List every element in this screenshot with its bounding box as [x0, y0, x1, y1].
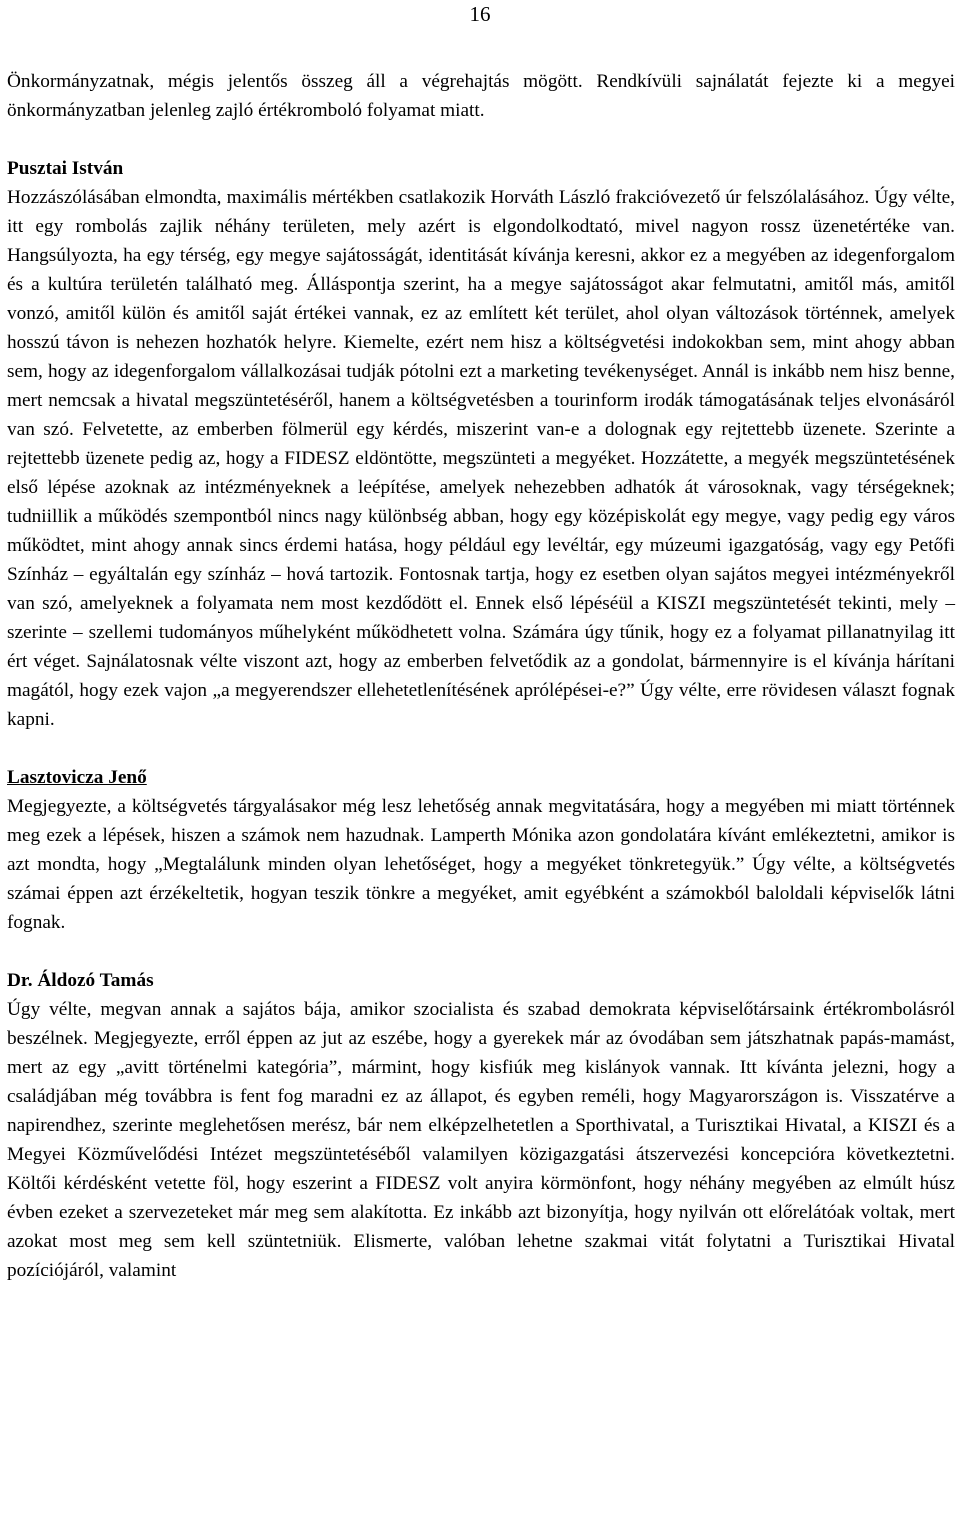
paragraph-spacer: [7, 937, 955, 966]
paragraph-spacer: [7, 125, 955, 154]
speech-paragraph-pusztai: Hozzászólásában elmondta, maximális mértékben csatlakozik Horváth László frakcióvezető úr felszólalásához. Úgy vélte, itt egy rombolás zajlik néhány területen, mely azért is elgondolkodtató, mivel nagyon rossz üzenetértéke van. Hangsúlyozta, ha egy térség, egy megye sajátosságát, identitását kívánja keresni, akkor ez a megyében az idegenforgalom és a kultúra területén található meg. Álláspontja szerint, ha a megye sajátosságot akar felmutatni, amitől más, amitől vonzó, amitől külön és amitől saját értékei vannak, ez az említett két terület, ahol olyan változások történnek, amelyek hosszú távon is nehezen hozhatók helyre. Kiemelte, ezért nem hisz a költségvetési indokokban sem, mint ahogy abban sem, hogy az idegenforgalom vállalkozásai tudják pótolni ezt a marketing tevékenységet. Annál is inkább nem hisz benne, mert nemcsak a hivatal megszüntetéséről, hanem a költségvetésben a tourinform irodák támogatásának teljes elvonásáról van szó. Felvetette, az emberben fölmerül egy kérdés, miszerint van-e a dolognak egy rejtettebb üzenete. Szerinte a rejtettebb üzenete pedig az, hogy a FIDESZ eldöntötte, megszünteti a megyéket. Hozzátette, a megyék megszüntetésének első lépése azoknak az intézményeknek a leépítése, amelyek nehezebben adhatók át városoknak, vagy térségeknek; tudniillik a működés szempontból nincs nagy különbség abban, hogy egy középiskolát egy megye, vagy pedig egy város működtet, mint ahogy annak sincs érdemi hatása, hogy például egy levéltár, egy múzeumi igazgatóság, vagy egy Petőfi Színház – egyáltalán egy színház – hová tartozik. Fontosnak tartja, hogy ez esetben olyan sajátos megyei intézményekről van szó, amelyeknek a folyamata nem most kezdődött el. Ennek első lépéséül a KISZI megszüntetését tekinti, mely – szerinte – szellemi tudományos műhelyként működhetett volna. Számára úgy tűnik, hogy ez a folyamat pillanatnyilag itt ért véget. Sajnálatosnak vélte viszont azt, hogy az emberben felvetődik az a gondolat, bármennyire is el kívánja hárítani magától, hogy ezek vajon „a megyerendszer ellehetetlenítésének aprólépései-e?” Úgy vélte, erre rövidesen választ fognak kapni.: [7, 187, 955, 730]
speaker-name-lasztovicza: Lasztovicza Jenő: [7, 767, 147, 788]
speaker-name-aldozo: Dr. Áldozó Tamás: [7, 970, 154, 991]
speaker-name-pusztai: Pusztai István: [7, 158, 124, 179]
page-number: 16: [469, 2, 491, 26]
document-body: [7, 67, 955, 1285]
intro-paragraph: Önkormányzatnak, mégis jelentős összeg áll a végrehajtás mögött. Rendkívüli sajnálatát fejezte ki a megyei önkormányzatban jelenleg zajló értékromboló folyamat miatt.: [7, 71, 955, 121]
speech-paragraph-aldozo: Úgy vélte, megvan annak a sajátos bája, amikor szocialista és szabad demokrata képviselőtársaink értékrombolásról beszélnek. Megjegyezte, erről éppen az jut az eszébe, hogy a gyerekek már az óvodában sem játszhatnak papás-mamást, mert az egy „avitt történelmi kategória”, mármint, hogy kisfiúk meg kislányok vannak. Itt kívánta jelezni, hogy a családjában még továbbra is fent fog maradni ez az állapot, és egyben reméli, hogy Magyarországon is. Visszatérve a napirendhez, szerinte meglehetősen merész, bár nem elképzelhetetlen a Sporthivatal, a Turisztikai Hivatal, a KISZI és a Megyei Közművelődési Intézet megszüntetéséből valamilyen közigazgatási átszervezési koncepcióra következtetni. Költői kérdésként vetette föl, hogy eszerint a FIDESZ volt anyira körmönfont, hogy néhány megyében az elmúlt húsz évben ezeket a szervezeteket már meg sem alakította. Ez inkább azt bizonyítja, hogy nyilván ott előrelátóak voltak, mert azokat most meg sem kell szüntetniük. Elismerte, valóban lehetne szakmai vitát folytatni a Turisztikai Hivatal pozíciójáról, valamint: [7, 999, 955, 1281]
paragraph-spacer: [7, 734, 955, 763]
speech-paragraph-lasztovicza: Megjegyezte, a költségvetés tárgyalásakor még lesz lehetőség annak megvitatására, hogy a megyében mi miatt történnek meg ezek a lépések, hiszen a számok nem hazudnak. Lamperth Mónika azon gondolatára kívánt emlékeztetni, amikor is azt mondta, hogy „Megtalálunk minden olyan lehetőséget, hogy a megyéket tönkretegyük.” Úgy vélte, a költségvetés számai éppen azt érzékeltetik, hogyan teszik tönkre a megyéket, amit egyébként a számokból baloldali képviselők látni fognak.: [7, 796, 955, 933]
